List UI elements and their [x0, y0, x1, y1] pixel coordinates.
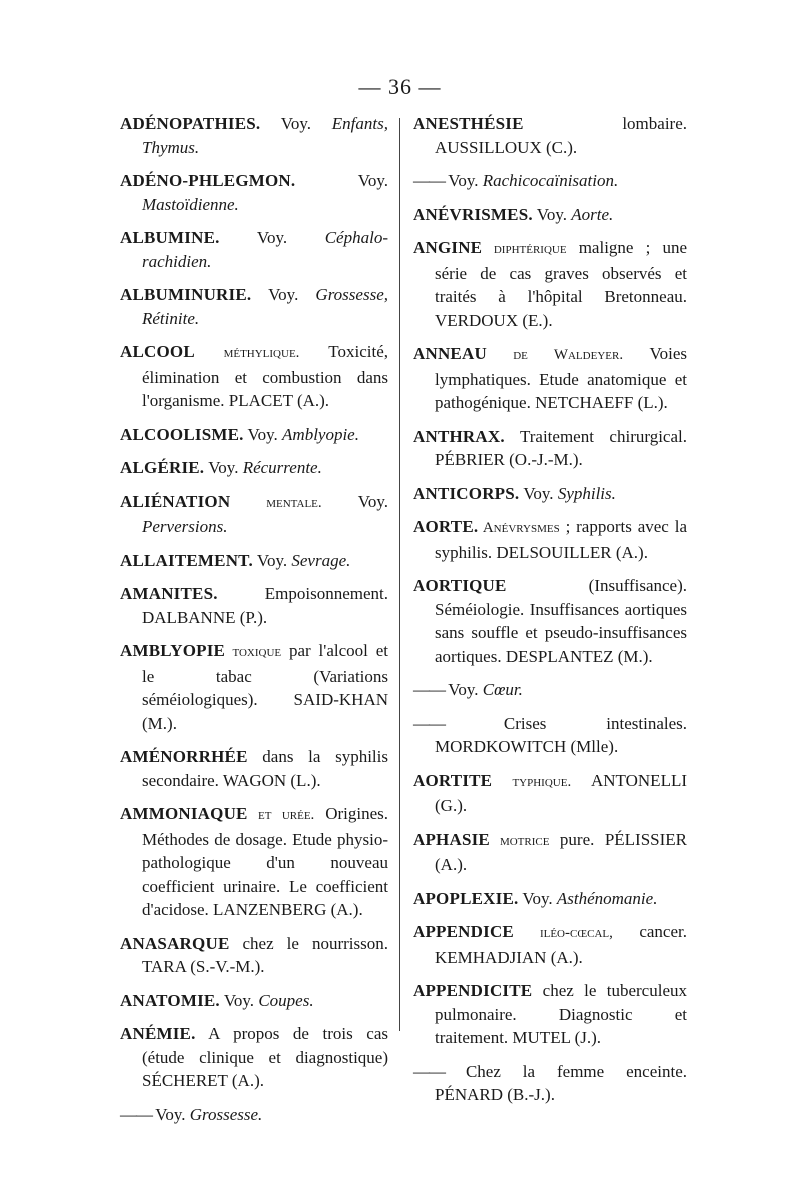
entry-heading: ANTICORPS.	[413, 483, 520, 503]
entry-text: pure. PÉLISSIER (A.).	[435, 829, 688, 874]
entry-text: Voy.	[155, 1104, 190, 1124]
entry-qualifier: motrice	[489, 832, 550, 849]
entry-heading: ANESTHÉSIE	[413, 114, 524, 133]
entry-heading: ANGINE	[413, 238, 483, 257]
entry-heading: AORTIQUE	[413, 576, 507, 595]
entry-dash: ——	[413, 713, 504, 733]
entry-text: (Insuffisance). Séméiologie. Insuffisances aortiques sans souffle et pseudo-insuffisances aortiques. DESPLANTEZ (M.).	[435, 576, 687, 666]
entry-reference: Sevrage.	[291, 550, 351, 570]
index-entry	[120, 226, 388, 273]
index-entry	[413, 1060, 687, 1107]
index-entry	[413, 236, 687, 332]
index-entry	[413, 769, 687, 818]
index-entry	[413, 712, 687, 759]
index-entry	[120, 802, 388, 922]
index-entry	[413, 342, 687, 415]
entry-qualifier: Anévrysmes	[478, 520, 560, 536]
entry-heading: ANÉVRISMES.	[413, 204, 533, 224]
index-entry	[120, 340, 388, 413]
entry-reference: Cœur.	[482, 680, 523, 699]
entry-dash: ——	[120, 1104, 156, 1124]
entry-reference: Rachicocaïnisation.	[482, 171, 619, 190]
entry-reference: Grossesse, Rétinite.	[142, 285, 388, 328]
index-entry	[413, 979, 687, 1050]
entry-text: Voy.	[295, 171, 388, 190]
entry-reference: Amblyopie.	[282, 424, 359, 444]
index-entry	[413, 425, 687, 472]
entry-text: Voy.	[448, 171, 483, 190]
entry-heading: AORTITE	[413, 770, 493, 790]
entry-text: lombaire. AUSSILLOUX (C.).	[435, 114, 687, 157]
entry-qualifier: diphtérique	[482, 241, 567, 257]
entry-reference: Asthénomanie.	[556, 888, 658, 908]
entry-reference: Enfants, Thymus.	[142, 114, 388, 157]
entry-heading: ANATOMIE.	[120, 990, 220, 1010]
entry-reference: Aorte.	[571, 204, 614, 224]
entry-heading: AMÉNORRHÉE	[120, 747, 248, 766]
entry-qualifier: de Waldeyer.	[486, 347, 624, 363]
entry-heading: APHASIE	[413, 829, 490, 849]
entry-heading: ANTHRAX.	[413, 426, 505, 446]
entry-text: ; rapports avec la syphilis. DELSOUILLER (A.).	[435, 517, 687, 562]
index-entry	[120, 169, 388, 216]
entry-text: par l'alcool et le tabac (Variations séméiologiques). SAID-KHAN (M.).	[142, 641, 388, 733]
entry-text: cancer. KEMHADJIAN (A.).	[435, 922, 687, 967]
index-entry	[120, 549, 388, 573]
entry-text: Voy.	[219, 990, 259, 1010]
index-entry	[413, 203, 687, 227]
entry-text: Voy.	[252, 550, 292, 570]
entry-text: Voy.	[321, 491, 388, 511]
index-entry	[413, 574, 687, 668]
column-divider	[399, 118, 400, 1031]
entry-text: Voy.	[251, 285, 316, 304]
entry-text: Voy.	[204, 458, 243, 477]
index-entry	[120, 112, 388, 159]
index-entry	[120, 1022, 388, 1093]
entry-heading: ALBUMINE.	[120, 228, 220, 247]
entry-heading: ANASARQUE	[120, 933, 230, 953]
entry-heading: APPENDICITE	[413, 981, 533, 1000]
entry-text: ANTONELLI (G.).	[435, 770, 687, 815]
entry-heading: ALBUMINURIE.	[120, 285, 252, 304]
index-entry	[413, 887, 687, 911]
entry-heading: ALLAITEMENT.	[120, 550, 253, 570]
entry-qualifier: toxique	[225, 644, 282, 660]
index-entry	[120, 1103, 388, 1127]
entry-reference: Grossesse.	[189, 1104, 263, 1124]
entry-text: Voy.	[260, 114, 332, 133]
entry-heading: ALGÉRIE.	[120, 458, 205, 477]
entry-text: Voy.	[532, 204, 572, 224]
index-entry	[413, 112, 687, 159]
index-column-right	[413, 112, 687, 1117]
index-entry	[120, 423, 388, 447]
entry-text: Empoisonnement. DALBANNE (P.).	[142, 584, 388, 627]
index-entry	[120, 745, 388, 792]
entry-qualifier: mentale.	[230, 494, 322, 511]
entry-reference: Syphilis.	[557, 483, 616, 503]
entry-heading: AORTE.	[413, 517, 479, 536]
entry-text: Crises intestinales. MORDKOWITCH (Mlle).	[435, 713, 688, 756]
entry-text: Voies lymphatiques. Etude anatomique et pathogénique. NETCHAEFF (L.).	[435, 344, 687, 412]
entry-dash: ——	[413, 171, 449, 190]
index-entry	[413, 169, 687, 193]
entry-dash: ——	[413, 1061, 466, 1081]
index-entry	[120, 283, 388, 330]
index-entry	[120, 582, 388, 629]
entry-text: A propos de trois cas (étude clinique et diagnostique) SÉCHERET (A.).	[142, 1024, 388, 1090]
entry-text: chez le nourrisson. TARA (S.-V.-M.).	[142, 933, 388, 976]
entry-heading: AMANITES.	[120, 584, 218, 603]
entry-heading: APPENDICE	[413, 922, 514, 941]
entry-heading: ALCOOLISME.	[120, 424, 244, 444]
entry-text: Voy.	[219, 228, 325, 247]
entry-reference: Coupes.	[258, 990, 314, 1010]
entry-qualifier: et urée.	[247, 807, 315, 823]
entry-reference: Perversions.	[142, 517, 228, 536]
entry-qualifier: méthylique.	[194, 345, 300, 361]
entry-heading: AMBLYOPIE	[120, 641, 226, 660]
entry-text: maligne ; une série de cas graves observés et traités à l'hôpital Bretonneau. VERDOUX (E.).	[435, 238, 688, 330]
index-entry	[120, 989, 388, 1013]
entry-heading: AMMONIAQUE	[120, 804, 248, 823]
index-entry	[120, 490, 388, 539]
index-entry	[120, 639, 388, 735]
entry-text: Traitement chirurgical. PÉBRIER (O.-J.-M.).	[435, 426, 687, 469]
entry-reference: Céphalo-rachidien.	[142, 228, 388, 271]
entry-heading: ANNEAU	[413, 344, 487, 363]
entry-text: Voy.	[519, 483, 558, 503]
entry-text: chez le tuberculeux pulmonaire. Diagnostic et traitement. MUTEL (J.).	[435, 981, 687, 1047]
entry-reference: Récurrente.	[242, 458, 322, 477]
entry-dash: ——	[413, 680, 449, 699]
entry-text: Voy.	[448, 680, 483, 699]
entry-text: Voy.	[518, 888, 557, 908]
entry-text: Origines. Méthodes de dosage. Etude physio-pathologique d'un nouveau coefficient urinaire. Le coefficient d'acidose. LANZENBERG (A.).	[142, 804, 388, 919]
entry-qualifier: typhique.	[492, 773, 572, 790]
entry-qualifier: iléo-cœcal,	[513, 925, 613, 941]
entry-heading: ALCOOL	[120, 342, 195, 361]
entry-heading: APOPLEXIE.	[413, 888, 519, 908]
entry-text: Chez la femme enceinte. PÉNARD (B.-J.).	[435, 1061, 688, 1104]
index-entry	[413, 678, 687, 702]
entry-heading: ANÉMIE.	[120, 1024, 196, 1043]
index-entry	[413, 515, 687, 564]
entry-reference: Mastoïdienne.	[142, 194, 239, 214]
entry-text: Voy.	[243, 424, 283, 444]
entry-heading: ADÉNOPATHIES.	[120, 114, 261, 133]
entry-heading: ALIÉNATION	[120, 491, 231, 511]
index-entry	[120, 932, 388, 979]
index-column-left	[120, 112, 388, 1136]
index-entry	[120, 456, 388, 480]
index-entry	[413, 482, 687, 506]
entry-text: dans la syphilis secondaire. WAGON (L.).	[142, 747, 388, 790]
index-entry	[413, 920, 687, 969]
entry-heading: ADÉNO-PHLEGMON.	[120, 171, 296, 190]
index-entry	[413, 828, 687, 877]
entry-text: Toxicité, élimination et combustion dans l'organisme. PLACET (A.).	[142, 342, 388, 410]
page-number: — 36 —	[358, 74, 442, 99]
